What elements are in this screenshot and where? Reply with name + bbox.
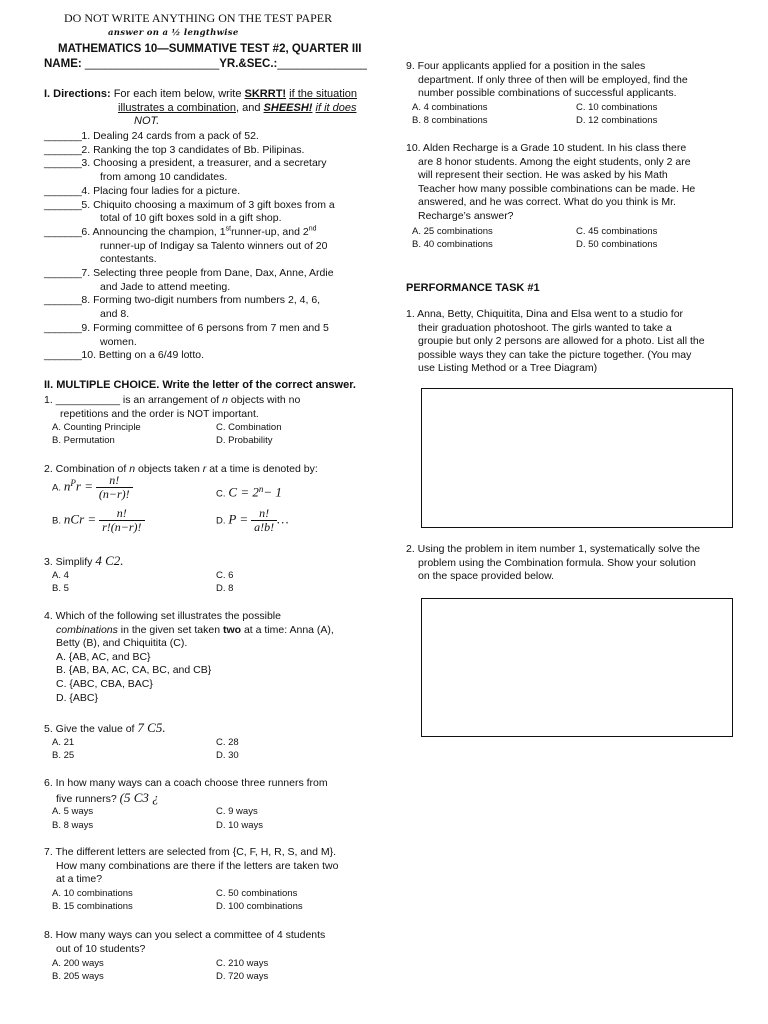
question-6: 6. In how many ways can a coach choose three runners from five runners? (5 C3 ¿ xyxy=(44,777,328,805)
name-blank: _____________________ xyxy=(84,58,220,70)
list-item: _______9. Forming committee of 6 persons from 7 men and 5 women. xyxy=(44,321,329,348)
q6-opt-a: A. 5 ways xyxy=(52,806,94,817)
question-4: 4. Which of the following set illustrates the possible combinations in the given set taken two at a time: Anna (A), Betty (B), and Chiquitita (C). A. {AB, AC, and BC} B. {AB, BA, AC, CA, BC, and CB} C. {ABC, CBA, BAC} D. {ABC} xyxy=(44,610,384,705)
question-5: 5. Give the value of 7 C5. xyxy=(44,720,166,735)
q1-opt-c: C. Combination xyxy=(216,422,282,433)
question-1: 1. ___________ is an arrangement of n objects with no repetitions and the order is NOT important. xyxy=(44,394,301,420)
list-item: _______7. Selecting three people from Dane, Dax, Anne, Ardie and Jade to attend meeting. xyxy=(44,267,334,293)
q10-opt-a: A. 25 combinations xyxy=(412,226,493,237)
part1-directions xyxy=(44,88,379,129)
part1-list xyxy=(44,130,384,363)
skrrt-keyword: SKRRT! xyxy=(244,88,287,100)
q3-opt-d: D. 8 xyxy=(216,583,234,594)
question-2: 2. Combination of n objects taken r at a time is denoted by: xyxy=(44,463,318,475)
q9-opt-b: B. 8 combinations xyxy=(412,115,488,126)
q7-opt-a: A. 10 combinations xyxy=(52,888,133,899)
q4-opt-c: C. {ABC, CBA, BAC} xyxy=(56,677,153,690)
header-warning: DO NOT WRITE ANYTHING ON THE TEST PAPER xyxy=(64,11,333,25)
task-1: 1. Anna, Betty, Chiquitita, Dina and Elsa went to a studio for their graduation photoshoot. The girls wanted to take a groupie but only 2 persons are allowed for a photo. List all the possible ways they can take the picture together. (You may use Listing Method or a Tree Diagram) xyxy=(406,308,705,375)
dir-text-a: For each item below, write xyxy=(113,88,242,100)
name-line xyxy=(44,58,367,72)
q5-opt-b: B. 25 xyxy=(52,750,75,761)
question-3: 3. Simplify 4 C2. xyxy=(44,553,124,568)
q7-opt-c: C. 50 combinations xyxy=(216,888,298,899)
dir-text-d: , and xyxy=(236,101,261,114)
q7-opt-d: D. 100 combinations xyxy=(216,901,303,912)
question-10: 10. Alden Recharge is a Grade 10 student. In his class there are 8 honor students. Among the eight students, only 2 are will represent their section. He was asked by his Math Teacher how many possible combinations can be made. He answered, and he was correct. What do you think is Mr. Recharge’s answer? xyxy=(406,142,696,222)
question-9: 9. Four applicants applied for a position in the sales department. If only three of then will be employed, find the number possible combinations of successful applicants. xyxy=(406,60,688,100)
yrsec-label: YR.&SEC.: xyxy=(219,58,278,70)
list-item: _______6. Announcing the champion, 1strunner-up, and 2nd runner-up of Indigay sa Talento winners out of 20 contestants. xyxy=(44,225,328,266)
q9-opt-d: D. 12 combinations xyxy=(576,115,658,126)
name-label: NAME: xyxy=(44,58,82,70)
q5-opt-a: A. 21 xyxy=(52,737,75,748)
test-title: MATHEMATICS 10—SUMMATIVE TEST #2, QUARTER III xyxy=(58,43,362,55)
list-item: _______2. Ranking the top 3 candidates of Bb. Pilipinas. xyxy=(44,143,305,156)
q5-opt-d: D. 30 xyxy=(216,750,239,761)
list-item: _______5. Chiquito choosing a maximum of 3 gift boxes from a total of 10 gift boxes sold in a gift shop. xyxy=(44,198,335,225)
list-item: _______3. Choosing a president, a treasurer, and a secretary from among 10 candidates. xyxy=(44,157,327,184)
list-item: _______4. Placing four ladies for a picture. xyxy=(44,184,241,197)
q6-opt-d: D. 10 ways xyxy=(216,820,263,831)
task-2: 2. Using the problem in item number 1, systematically solve the problem using the Combination formula. Show your solution on the space provided below. xyxy=(406,543,701,583)
q3-opt-c: C. 6 xyxy=(216,570,234,581)
part2-heading: II. MULTIPLE CHOICE. Write the letter of the correct answer. xyxy=(44,379,356,391)
q4-opt-a: A. {AB, AC, and BC} xyxy=(56,650,151,663)
dir-text-c: illustrates a combination xyxy=(118,101,237,114)
list-item: _______10. Betting on a 6/49 lotto. xyxy=(44,349,204,362)
q10-opt-b: B. 40 combinations xyxy=(412,239,493,250)
q4-opt-b: B. {AB, BA, AC, CA, BC, and CB} xyxy=(56,664,212,677)
question-7: 7. The different letters are selected from {C, F, H, R, S, and M}. How many combinations are there if the letters are taken two at a time? xyxy=(44,846,339,886)
q3-opt-b: B. 5 xyxy=(52,583,69,594)
q3-opt-a: A. 4 xyxy=(52,570,69,581)
yrsec-blank: ______________ xyxy=(277,58,367,70)
q8-opt-d: D. 720 ways xyxy=(216,971,269,982)
task-2-answer-box[interactable] xyxy=(421,598,733,737)
q4-opt-d: D. {ABC} xyxy=(56,691,99,704)
q10-opt-c: C. 45 combinations xyxy=(576,226,658,237)
performance-heading: PERFORMANCE TASK #1 xyxy=(406,282,540,294)
list-item: _______8. Forming two-digit numbers from numbers 2, 4, 6, and 8. xyxy=(44,294,321,321)
part1-heading: I. Directions: xyxy=(44,88,111,100)
list-item: _______1. Dealing 24 cards from a pack of 52. xyxy=(44,130,259,142)
q8-opt-a: A. 200 ways xyxy=(52,958,104,969)
q2-opt-d: D. P = $\frac{n!}{a!b!}$ … xyxy=(216,506,289,534)
q6-opt-c: C. 9 ways xyxy=(216,806,258,817)
task-1-answer-box[interactable] xyxy=(421,388,733,528)
q10-opt-d: D. 50 combinations xyxy=(576,239,658,250)
q8-opt-c: C. 210 ways xyxy=(216,958,269,969)
handwritten-note: answer on a ½ lengthwise xyxy=(108,28,239,38)
q2-opt-b: B. nCr = $\frac{n!}{r!(n-r)!}$ xyxy=(52,507,145,534)
q8-opt-b: B. 205 ways xyxy=(52,971,104,982)
q5-opt-c: C. 28 xyxy=(216,737,239,748)
q9-opt-a: A. 4 combinations xyxy=(412,102,488,113)
dir-text-b: if the situation xyxy=(289,88,358,100)
dir-text-f: NOT. xyxy=(134,115,160,127)
sheesh-keyword: SHEESH! xyxy=(263,101,313,114)
dir-text-e: if it does xyxy=(315,101,357,114)
q1-opt-b: B. Permutation xyxy=(52,435,115,446)
q7-opt-b: B. 15 combinations xyxy=(52,901,133,912)
question-8: 8. How many ways can you select a committee of 4 students out of 10 students? xyxy=(44,929,326,955)
q1-opt-a: A. Counting Principle xyxy=(52,422,141,433)
q2-opt-c: C. $C = 2^n- 1$ xyxy=(216,484,282,500)
q1-opt-d: D. Probability xyxy=(216,435,273,446)
q9-opt-c: C. 10 combinations xyxy=(576,102,658,113)
q2-opt-a: A. $n^Pr$ = $\frac{n!}{(n-r)!}$ xyxy=(52,474,133,501)
q6-opt-b: B. 8 ways xyxy=(52,820,94,831)
